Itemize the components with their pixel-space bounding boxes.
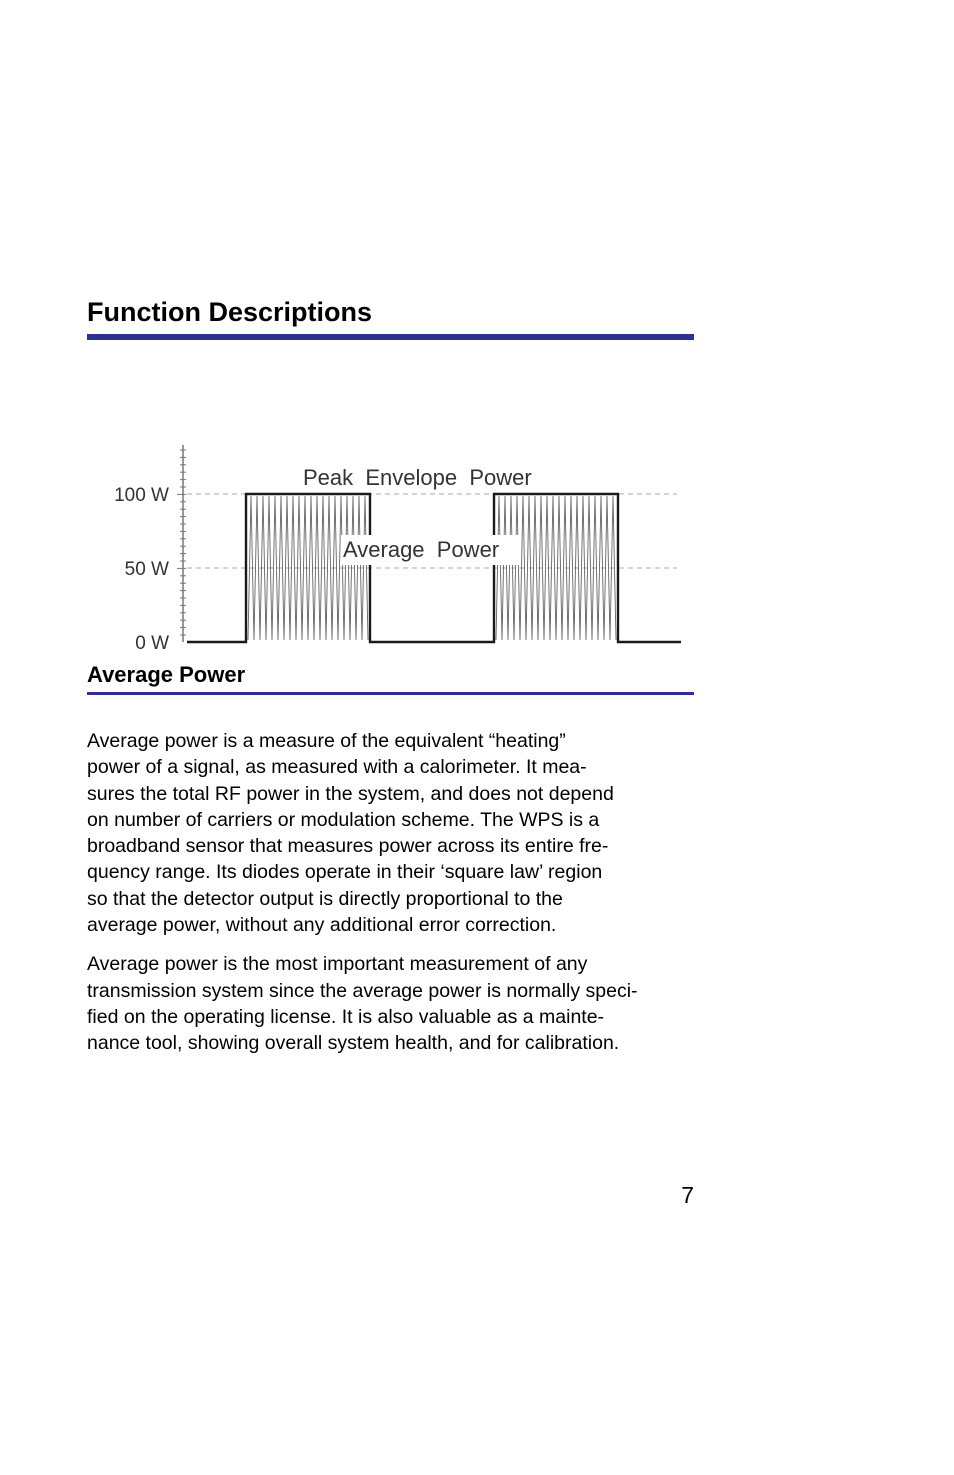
paragraph-line: Average power is a measure of the equivalent “heating” [87, 730, 566, 752]
paragraph-line: nance tool, showing overall system health, and for calibration. [87, 1032, 620, 1055]
power-chart [87, 440, 694, 650]
body-text [87, 728, 697, 1070]
paragraph-line: power of a signal, as measured with a calorimeter. It mea- [87, 756, 587, 779]
paragraph-2 [87, 951, 697, 1056]
paragraph-line: quency range. Its diodes operate in their ‘square law’ region [87, 861, 603, 884]
section-title: Function Descriptions [87, 297, 373, 327]
paragraph-line: fied on the operating license. It is also valuable as a mainte- [87, 1005, 605, 1028]
paragraph-line: broadband sensor that measures power across its entire fre- [87, 835, 609, 858]
paragraph-line: average power, without any additional error correction. [87, 914, 557, 937]
section-title-rule [87, 334, 694, 340]
paragraph-line: Average power is the most important measurement of any [87, 953, 588, 976]
peak-envelope-power-label: Peak Envelope Power [303, 465, 532, 490]
paragraph-line: on number of carriers or modulation scheme. The WPS is a [87, 808, 600, 831]
paragraph-line: transmission system since the average power is normally speci- [87, 979, 638, 1002]
y-tick-label-50w: 50 W [124, 559, 169, 580]
y-axis-ticks [177, 450, 186, 635]
power-figure [87, 440, 694, 650]
figure-caption: Average Power [87, 662, 246, 687]
average-power-label: Average Power [343, 537, 500, 562]
paragraph-1 [87, 728, 697, 938]
figure-caption-rule [87, 692, 694, 695]
paragraph-line: so that the detector output is directly proportional to the [87, 887, 563, 910]
y-tick-label-0w: 0 W [135, 633, 169, 650]
page-number: 7 [681, 1182, 694, 1208]
y-tick-label-100w: 100 W [114, 485, 169, 506]
paragraph-line: sures the total RF power in the system, and does not depend [87, 782, 614, 805]
